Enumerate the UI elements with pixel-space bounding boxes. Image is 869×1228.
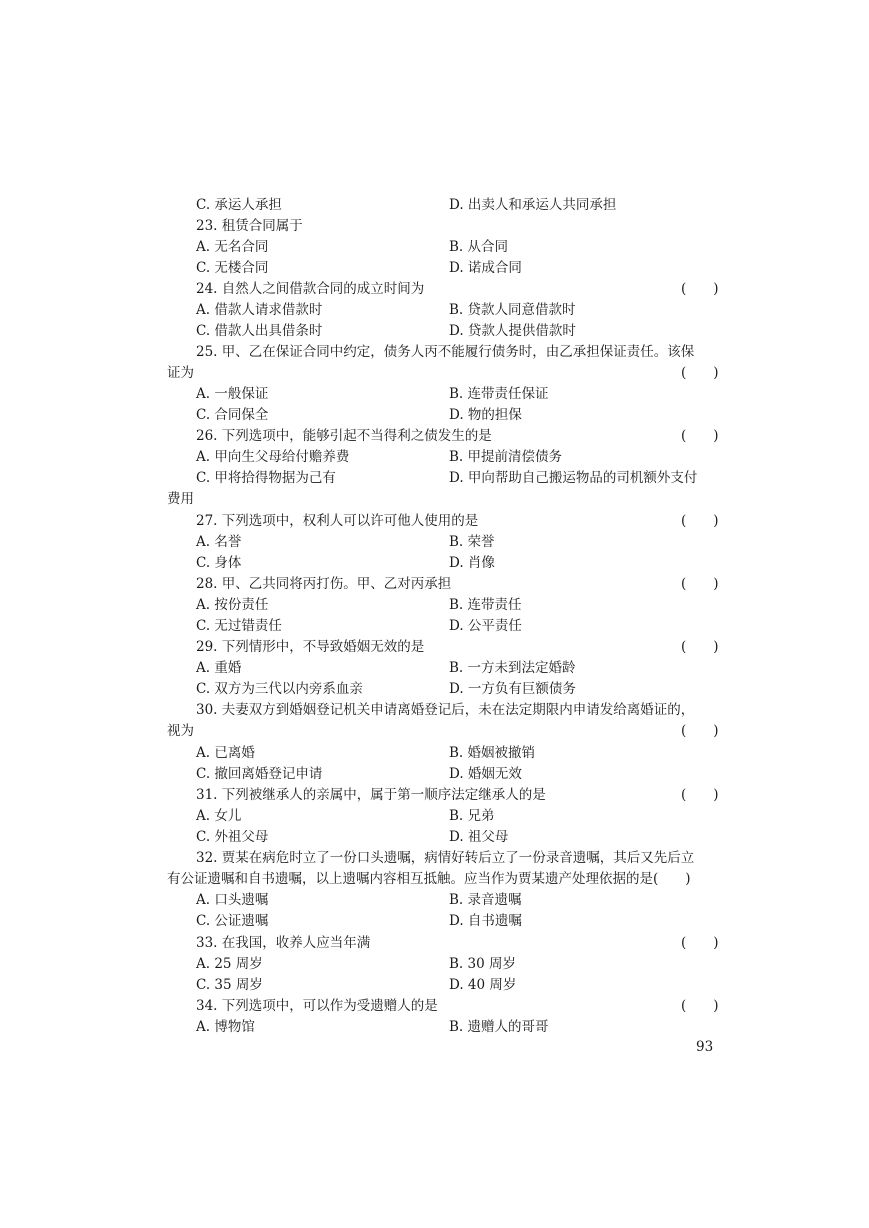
q25-option-c: C. 合同保全 xyxy=(196,407,269,423)
q34-option-a: A. 博物馆 xyxy=(196,1019,255,1035)
answer-parentheses: ( ) xyxy=(681,787,719,803)
q32-option-d: D. 自书遗嘱 xyxy=(449,913,522,929)
q27-option-d: D. 肖像 xyxy=(449,555,495,571)
question-28-stem: 28. 甲、乙共同将丙打伤。甲、乙对丙承担 xyxy=(196,576,452,592)
q26-option-d: D. 甲向帮助自己搬运物品的司机额外支付 xyxy=(449,470,698,486)
question-33-stem: 33. 在我国，收养人应当年满 xyxy=(196,935,371,951)
answer-parentheses: ( ) xyxy=(681,281,719,297)
answer-parentheses: ( ) xyxy=(681,576,719,592)
q33-option-d: D. 40 周岁 xyxy=(449,977,517,993)
q29-option-b: B. 一方未到法定婚龄 xyxy=(449,660,576,676)
q33-option-c: C. 35 周岁 xyxy=(196,977,263,993)
question-24-stem: 24. 自然人之间借款合同的成立时间为 xyxy=(196,281,425,297)
q24-option-a: A. 借款人请求借款时 xyxy=(196,302,323,318)
question-34-stem: 34. 下列选项中，可以作为受遗赠人的是 xyxy=(196,998,438,1014)
q24-option-d: D. 贷款人提供借款时 xyxy=(449,323,576,339)
q23-option-b: B. 从合同 xyxy=(449,239,509,255)
answer-parentheses: ( ) xyxy=(681,365,719,381)
q33-option-a: A. 25 周岁 xyxy=(196,956,263,972)
answer-parentheses: ( ) xyxy=(681,998,719,1014)
question-32-stem: 32. 贾某在病危时立了一份口头遗嘱，病情好转后立了一份录音遗嘱，其后又先后立 xyxy=(196,850,695,866)
option-d: D. 出卖人和承运人共同承担 xyxy=(449,197,617,213)
q30-option-c: C. 撤回离婚登记申请 xyxy=(196,766,323,782)
q28-option-b: B. 连带责任 xyxy=(449,597,522,613)
option-c: C. 承运人承担 xyxy=(196,197,282,213)
q33-option-b: B. 30 周岁 xyxy=(449,956,516,972)
q31-option-c: C. 外祖父母 xyxy=(196,829,269,845)
q25-option-a: A. 一般保证 xyxy=(196,386,269,402)
q26-option-d-cont: 费用 xyxy=(167,491,194,507)
q32-option-a: A. 口头遗嘱 xyxy=(196,892,269,908)
q32-option-b: B. 录音遗嘱 xyxy=(449,892,522,908)
question-30-stem: 30. 夫妻双方到婚姻登记机关申请离婚登记后，未在法定期限内申请发给离婚证的， xyxy=(196,702,695,718)
question-31-stem: 31. 下列被继承人的亲属中，属于第一顺序法定继承人的是 xyxy=(196,787,546,803)
q25-option-b: B. 连带责任保证 xyxy=(449,386,549,402)
page-number: 93 xyxy=(696,1039,714,1055)
q27-option-a: A. 名誉 xyxy=(196,534,242,550)
q28-option-a: A. 按份责任 xyxy=(196,597,269,613)
question-25-stem-cont: 证为 xyxy=(167,365,194,381)
answer-parentheses: ( ) xyxy=(681,639,719,655)
q27-option-c: C. 身体 xyxy=(196,555,242,571)
q30-option-a: A. 已离婚 xyxy=(196,745,255,761)
q24-option-b: B. 贷款人同意借款时 xyxy=(449,302,576,318)
q31-option-b: B. 兄弟 xyxy=(449,808,495,824)
question-32-stem-cont: 有公证遗嘱和自书遗嘱，以上遗嘱内容相互抵触。应当作为贾某遗产处理依据的是( ) xyxy=(167,871,691,887)
question-26-stem: 26. 下列选项中，能够引起不当得利之债发生的是 xyxy=(196,428,492,444)
q32-option-c: C. 公证遗嘱 xyxy=(196,913,269,929)
answer-parentheses: ( ) xyxy=(681,723,719,739)
q25-option-d: D. 物的担保 xyxy=(449,407,522,423)
q23-option-d: D. 诺成合同 xyxy=(449,260,522,276)
question-25-stem: 25. 甲、乙在保证合同中约定，债务人丙不能履行债务时，由乙承担保证责任。该保 xyxy=(196,344,695,360)
q23-option-c: C. 无楼合同 xyxy=(196,260,269,276)
q31-option-d: D. 祖父母 xyxy=(449,829,509,845)
q29-option-a: A. 重婚 xyxy=(196,660,242,676)
q30-option-b: B. 婚姻被撤销 xyxy=(449,745,536,761)
q28-option-d: D. 公平责任 xyxy=(449,618,522,634)
q29-option-c: C. 双方为三代以内旁系血亲 xyxy=(196,681,363,697)
q31-option-a: A. 女儿 xyxy=(196,808,242,824)
question-30-stem-cont: 视为 xyxy=(167,723,194,739)
question-29-stem: 29. 下列情形中，不导致婚姻无效的是 xyxy=(196,639,425,655)
q24-option-c: C. 借款人出具借条时 xyxy=(196,323,323,339)
q28-option-c: C. 无过错责任 xyxy=(196,618,282,634)
q26-option-a: A. 甲向生父母给付赡养费 xyxy=(196,449,350,465)
q30-option-d: D. 婚姻无效 xyxy=(449,766,522,782)
q27-option-b: B. 荣誉 xyxy=(449,534,495,550)
question-23-stem: 23. 租赁合同属于 xyxy=(196,218,303,234)
question-27-stem: 27. 下列选项中，权利人可以许可他人使用的是 xyxy=(196,513,479,529)
q34-option-b: B. 遗赠人的哥哥 xyxy=(449,1019,549,1035)
answer-parentheses: ( ) xyxy=(681,935,719,951)
q29-option-d: D. 一方负有巨额债务 xyxy=(449,681,576,697)
q26-option-b: B. 甲提前清偿债务 xyxy=(449,449,563,465)
answer-parentheses: ( ) xyxy=(681,513,719,529)
answer-parentheses: ( ) xyxy=(681,428,719,444)
q26-option-c: C. 甲将拾得物据为己有 xyxy=(196,470,336,486)
q23-option-a: A. 无名合同 xyxy=(196,239,269,255)
